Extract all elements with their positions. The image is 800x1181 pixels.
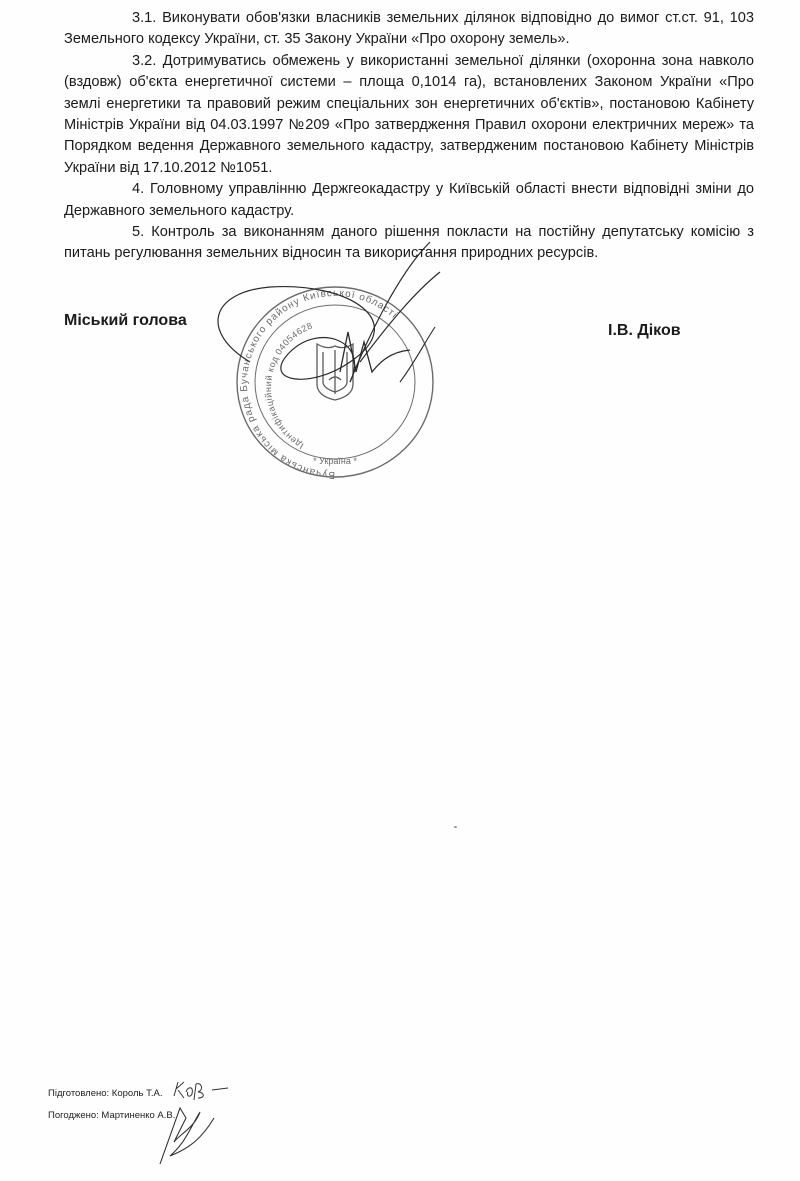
paragraph-4: 4. Головному управлінню Держгеокадастру у Київській області внести відповідні зміни до Державного земельного кадастру. xyxy=(64,181,754,219)
signature-title: Міський голова xyxy=(64,312,187,329)
paragraph-3-2: 3.2. Дотримуватись обмежень у використанні земельної ділянки (охоронна зона навколо (вздовж) об'єкта енергетичної системи – площа 0,1014 га), встановлених Законом України «Про землі енергетики та правовий режим спеціальних зон енергетичних об'єктів», постановою Кабінету Міністрів України від 04.03.1997 №209 «Про затвердження Правил охорони електричних мереж» та Порядком ведення Державного земельного кадастру, затвердженим постановою Кабінету Міністрів України від 17.10.2012 №1051. xyxy=(64,52,754,176)
signatory-name: І.В. Діков xyxy=(608,322,681,339)
seal-inner-text: Ідентифікаційний код 04054628 xyxy=(263,320,315,452)
scan-speck xyxy=(454,826,457,828)
paragraph-3-1: 3.1. Виконувати обов'язки власників земельних ділянок відповідно до вимог ст.ст. 91, 103 Земельного кодексу України, ст. 35 Закону України «Про охорону земель». xyxy=(64,10,754,48)
agreed-by: Погоджено: Мартиненко А.В. xyxy=(48,1110,176,1121)
mayor-signature xyxy=(200,232,460,442)
prepared-by: Підготовлено: Король Т.А. xyxy=(48,1088,163,1099)
seal-outer-text: Бучанська міська рада Бучанського району Київської області xyxy=(238,287,400,481)
seal-bottom-text: * Україна * xyxy=(313,456,357,466)
decision-body xyxy=(64,8,754,265)
approver-signature xyxy=(150,1098,220,1168)
paragraph-5: 5. Контроль за виконанням даного рішення покласти на постійну депутатську комісію з питань регулювання земельних відносин та використання природних ресурсів. xyxy=(64,224,754,262)
